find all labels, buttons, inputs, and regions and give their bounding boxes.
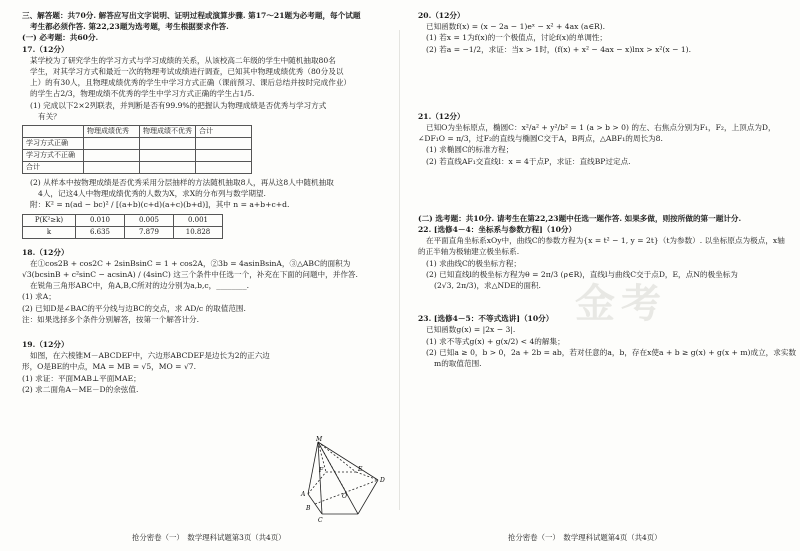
p18-head: 18.（12分） xyxy=(22,247,69,257)
p22-head: 22. [选修4－4：坐标系与参数方程]（10分） xyxy=(418,225,577,235)
p22-line: 在平面直角坐标系xOy中，曲线C的参数方程为{x = t² − 1, y = 2t}（t为参数）. 以坐标原点为极点，x轴 xyxy=(426,236,785,246)
table-row xyxy=(23,214,223,226)
p23-line: (2) 已知a ≥ 0，b > 0，2a + 2b = ab，若对任意的a，b，存在x使a + b ≥ g(x) + g(x + m)成立，求实数 xyxy=(426,347,797,357)
p17-q2-cont: 4人，记这4人中物理成绩优秀的人数为X，求X的分布列与数学期望. xyxy=(38,189,266,199)
table-cell: 10.828 xyxy=(174,226,223,238)
p18-line: (2) 已知D是∠BAC的平分线与边BC的交点，求 AD/c 的取值范围. xyxy=(22,303,246,313)
p21-line: (2) 若直线AF₁交直线l：x = 4于点P，求证：直线BP过定点. xyxy=(426,156,631,166)
table-cell xyxy=(23,126,84,138)
p19-line: (2) 求二面角A－ME－D的余弦值. xyxy=(22,384,139,394)
p17-line: 某学校为了研究学生的学习方式与学习成绩的关系，从该校高二年级的学生中随机抽取80名 xyxy=(30,55,336,65)
table-cell xyxy=(84,162,140,174)
p23-head: 23. [选修4－5：不等式选讲]（10分） xyxy=(418,314,554,324)
table-cell xyxy=(84,138,140,150)
figure-label: D xyxy=(380,477,385,484)
table-cell: 7.879 xyxy=(125,226,174,238)
table-cell xyxy=(196,162,252,174)
p20-line: 已知函数f(x) = (x − 2a − 1)eˣ − x² + 4ax (a∈R). xyxy=(426,22,606,32)
contingency-table xyxy=(22,125,252,174)
p20-line: (1) 若x = 1为f(x)的一个极值点，讨论f(x)的单调性； xyxy=(426,33,608,43)
sub-title: (一) 必考题：共60分. xyxy=(22,33,99,43)
p21-line: ∠DF₁O = π/3，过F₂的直线与椭圆C交于A，B两点，△ABF₁的周长为8. xyxy=(418,134,663,144)
section-title-cont: 考生都必须作答. 第22,23题为选考题，考生根据要求作答. xyxy=(30,22,229,32)
p18-line: 在锐角三角形ABC中，角A,B,C所对的边分别为a,b,c，________. xyxy=(30,281,250,291)
p21-line: (1) 求椭圆C的标准方程； xyxy=(426,145,514,155)
table-cell: 合计 xyxy=(23,162,84,174)
p22-line: 的正半轴为极轴建立极坐标系. xyxy=(418,247,520,257)
table-cell xyxy=(140,138,196,150)
table-row xyxy=(23,126,252,138)
p17-q1: (1) 完成以下2×2列联表，并判断是否有99.9%的把握认为物理成绩是否优秀与学习方式 xyxy=(30,100,327,110)
table-cell xyxy=(196,150,252,162)
k2-formula: 附：K² = n(ad − bc)² / [(a+b)(c+d)(a+c)(b+d)]，其中 n = a+b+c+d. xyxy=(30,200,290,210)
p17-q1-cont: 有关？ xyxy=(38,111,61,121)
table-row xyxy=(23,162,252,174)
p17-line: 的学生占2/3，物理成绩不优秀的学生中学习方式正确的学生占1/5. xyxy=(30,89,255,99)
table-cell: 物理成绩不优秀 xyxy=(140,126,196,138)
p17-line: 上）的有30人，且物理成绩优秀的学生中学习方式正确（课前预习、课后总结并按时完成作业） xyxy=(30,78,352,88)
p23-line: m的取值范围. xyxy=(434,359,482,369)
figure-label: M xyxy=(316,436,323,443)
table-cell: 6.635 xyxy=(76,226,125,238)
table-row xyxy=(23,226,223,238)
p19-line: 形，O是BE的中点，MA = MB = √5，MO = √7. xyxy=(22,362,197,372)
table-row xyxy=(23,138,252,150)
figure-label: O xyxy=(342,493,347,500)
table-cell: 学习方式正确 xyxy=(23,138,84,150)
table-cell: 0.001 xyxy=(174,214,223,226)
table-cell: k xyxy=(23,226,76,238)
table-cell: P(K²≥k) xyxy=(23,214,76,226)
table-cell: 0.010 xyxy=(76,214,125,226)
p22-line: (2√3, 2π/3)，求△NDE的面积. xyxy=(434,281,541,291)
critical-value-table xyxy=(22,214,223,239)
figure-label: E xyxy=(358,466,363,473)
watermark: 金考 xyxy=(575,280,667,327)
p19-line: 如图，在六棱锥M－ABCDEF中，六边形ABCDEF是边长为2的正六边 xyxy=(30,351,270,361)
p17-q2: (2) 从样本中按物理成绩是否优秀采用分层抽样的方法随机抽取8人，再从这8人中随机抽取 xyxy=(30,178,334,188)
table-cell: 学习方式不正确 xyxy=(23,150,84,162)
table-cell: 合计 xyxy=(196,126,252,138)
table-cell xyxy=(84,150,140,162)
table-cell: 0.005 xyxy=(125,214,174,226)
p22-line: (2) 已知直线l的极坐标方程为θ = 2π/3 (ρ∈R)，直线l与曲线C交于点D，E，点N的极坐标为 xyxy=(426,269,738,279)
section-title: 三、解答题：共70分. 解答应写出文字说明、证明过程或演算步骤. 第17～21题为必考题，每个试题 xyxy=(22,11,361,20)
hexagonal-pyramid-figure xyxy=(296,436,388,522)
p18-line: √3(bcsinB + c²sinC − acsinA) / (4sinC) 这三个条件中任选一个，补充在下面的问题中，并作答. xyxy=(22,270,358,280)
table-row xyxy=(23,150,252,162)
p21-line: 已知O为坐标原点，椭圆C：x²/a² + y²/b² = 1 (a > b > 0) 的左、右焦点分别为F₁，F₂，上顶点为D， xyxy=(426,123,776,133)
table-cell xyxy=(196,138,252,150)
table-cell: 物理成绩优秀 xyxy=(84,126,140,138)
p18-line: 在①cos2B + cos2C + 2sinBsinC = 1 + cos2A，②3b = 4asinBsinA，③△ABC的面积为 xyxy=(30,258,351,268)
page-footer: 抢分密卷（一） 数学理科试题第3页（共4页） xyxy=(132,533,286,542)
figure-label: F xyxy=(319,467,324,474)
p18-note: 注：如果选择多个条件分别解答，按第一个解答计分. xyxy=(22,314,200,324)
figure-label: A xyxy=(301,491,306,498)
p19-head: 19.（12分） xyxy=(22,340,69,350)
p17-head: 17.（12分） xyxy=(22,44,69,54)
table-cell xyxy=(140,162,196,174)
p20-head: 20.（12分） xyxy=(418,11,465,20)
p18-line: (1) 求A； xyxy=(22,292,56,302)
optional-section-title: (二) 选考题：共10分. 请考生在第22,23题中任选一题作答. 如果多做，则按所做的第一题计分. xyxy=(418,213,742,223)
p19-line: (1) 求证：平面MAB⊥平面MAE； xyxy=(22,373,141,383)
p23-line: (1) 求不等式g(x) + g(x/2) < 4的解集； xyxy=(426,336,565,346)
p21-head: 21.（12分） xyxy=(418,111,465,121)
figure-label: B xyxy=(306,505,311,512)
p17-line: 学生，对其学习方式和最近一次的物理考试成绩进行调查，已知其中物理成绩优秀（80分及以 xyxy=(30,67,344,77)
p23-line: 已知函数g(x) = |2x − 3|. xyxy=(426,325,516,335)
p20-line: (2) 若a = −1/2，求证：当x > 1时，(f(x) + x² − 4ax − x)lnx > x²(x − 1). xyxy=(426,44,692,54)
figure-label: C xyxy=(318,517,323,522)
p22-line: (1) 求曲线C的极坐标方程； xyxy=(426,258,521,268)
table-cell xyxy=(140,150,196,162)
page-footer: 抢分密卷（一） 数学理科试题第4页（共4页） xyxy=(508,533,662,542)
